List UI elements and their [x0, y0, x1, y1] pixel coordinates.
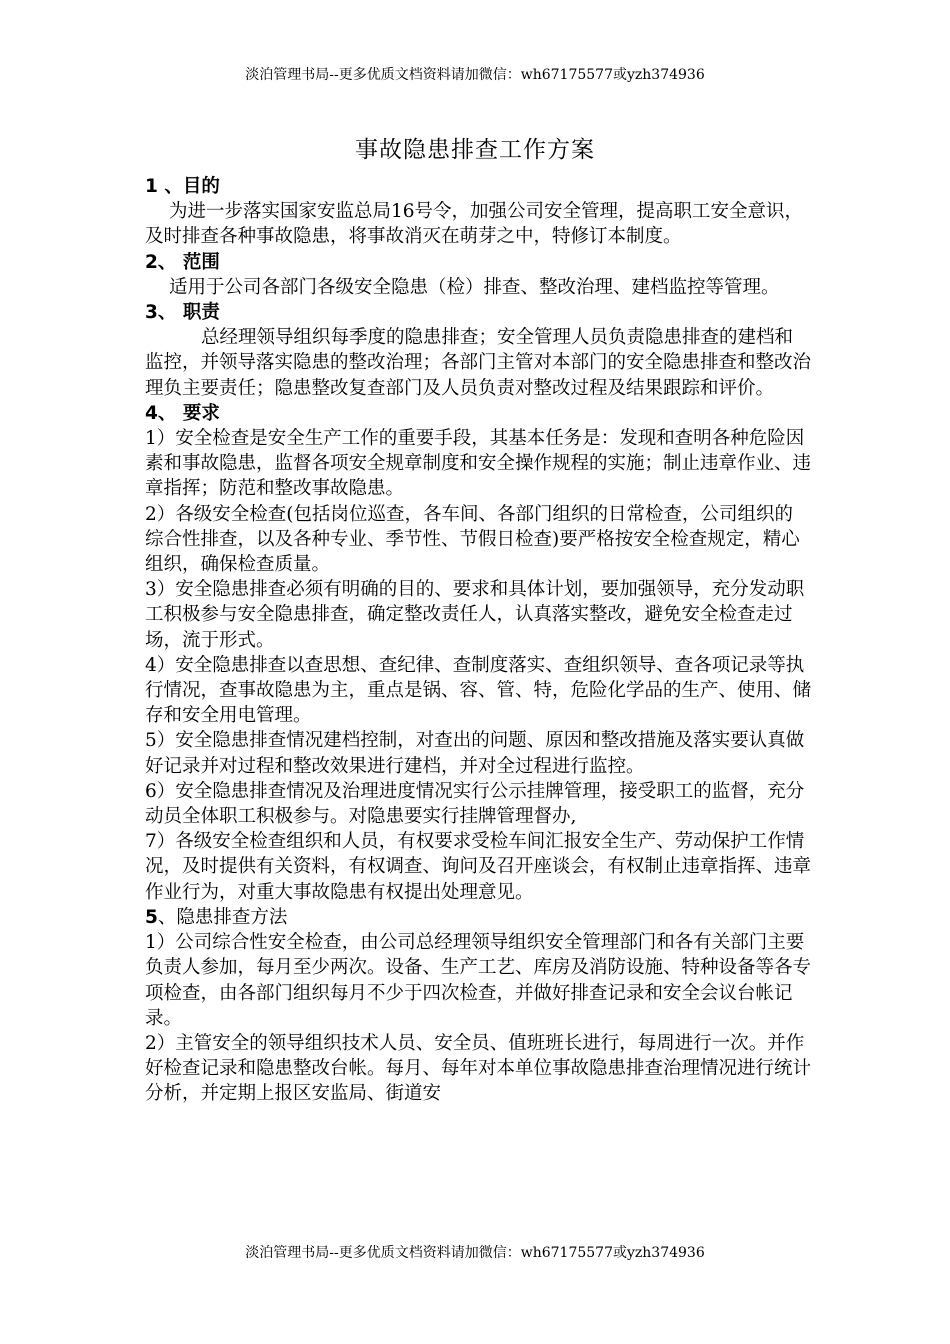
document-title: 事故隐患排查工作方案: [355, 137, 595, 163]
requirement-item: 1）安全检查是安全生产工作的重要手段，其基本任务是：发现和查明各种危险因素和事故隐患，监督各项安全规章制度和安全操作规程的实施；制止违章作业、违章指挥；防范和整改事故隐患。: [145, 428, 812, 500]
section-heading-methods: [145, 905, 811, 930]
requirement-item: 7）各级安全检查组织和人员，有权要求受检车间汇报安全生产、劳动保护工作情况，及时提供有关资料，有权调查、询问及召开座谈会，有权制止违章指挥、违章作业行为，对重大事故隐患有权提出处理意见。: [145, 831, 812, 903]
section-heading-requirements: 4、 要求: [145, 402, 220, 424]
section-heading-duties: 3、 职责: [145, 302, 220, 324]
method-item: 2）主管安全的领导组织技术人员、安全员、值班班长进行，每周进行一次。并作好检查记录和隐患整改台帐。每月、每年对本单位事故隐患排查治理情况进行统计分析，并定期上报区安监局、街道安: [145, 1032, 812, 1105]
requirement-item: 3）安全隐患排查必须有明确的目的、要求和具体计划，要加强领导，充分发动职工积极参与安全隐患排查，确定整改责任人，认真落实整改，避免安全检查走过场，流于形式。: [145, 579, 805, 651]
requirement-item: 5）安全隐患排查情况建档控制，对查出的问题、原因和整改措施及落实要认真做好记录并对过程和整改效果进行建档，并对全过程进行监控。: [145, 730, 805, 777]
section-heading-purpose: 1 、目的: [145, 176, 220, 197]
section-heading-scope: 2、 范围: [145, 251, 220, 273]
section-heading-methods-number: 5: [145, 906, 158, 928]
document-body: [145, 174, 811, 1107]
scope-paragraph: 适用于公司各部门各级安全隐患（检）排查、整改治理、建档监控等管理。: [169, 276, 780, 298]
duties-paragraph: 总经理领导组织每季度的隐患排查；安全管理人员负责隐患排查的建档和监控，并领导落实隐患的整改治理；各部门主管对本部门的安全隐患排查和整改治理负主要责任；隐患整改复查部门及人员负责对整改过程及结果跟踪和评价。: [145, 327, 812, 399]
page-header: 淡泊管理书局--更多优质文档资料请加微信：wh67175577或yzh374936: [245, 67, 705, 83]
requirement-item: 4）安全隐患排查以查思想、查纪律、查制度落实、查组织领导、查各项记录等执行情况，查事故隐患为主，重点是锅、容、管、特，危险化学品的生产、使用、储存和安全用电管理。: [145, 654, 812, 727]
requirement-item: 6）安全隐患排查情况及治理进度情况实行公示挂牌管理，接受职工的监督，充分动员全体职工积极参与。对隐患要实行挂牌管理督办,: [145, 780, 805, 828]
section-heading-methods-text: 、隐患排查方法: [157, 906, 288, 928]
method-item: 1）公司综合性安全检查，由公司总经理领导组织安全管理部门和各有关部门主要负责人参加，每月至少两次。设备、生产工艺、库房及消防设施、特种设备等各专项检查，由各部门组织每月不少于四次检查，并做好排查记录和安全会议台帐记录。: [145, 932, 812, 1029]
page-footer: 淡泊管理书局--更多优质文档资料请加微信：wh67175577或yzh374936: [245, 1245, 705, 1261]
purpose-paragraph: 为进一步落实国家安监总局16号令，加强公司安全管理，提高职工安全意识，及时排查各种事故隐患，将事故消灭在萌芽之中，特修订本制度。: [145, 201, 804, 248]
requirement-item: 2）各级安全检查(包括岗位巡查，各车间、各部门组织的日常检查，公司组织的综合性排查，以及各种专业、季节性、节假日检查)要严格按安全检查规定，精心组织，确保检查质量。: [145, 503, 800, 576]
